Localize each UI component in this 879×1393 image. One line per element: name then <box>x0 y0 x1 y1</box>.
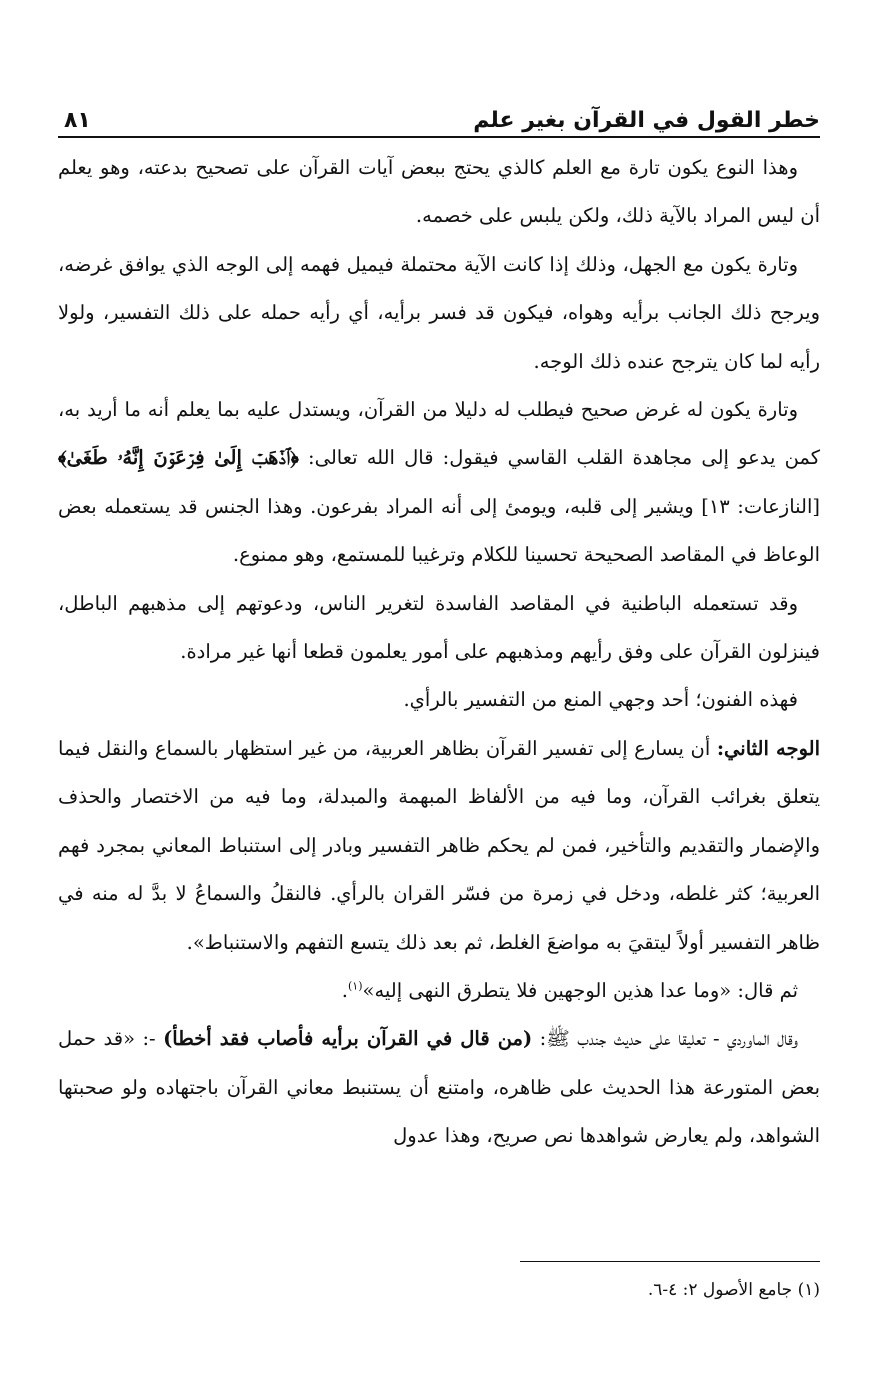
paragraph-text: [النازعات: ١٣] ويشير إلى قلبه، ويومئ إلى أنه المراد بفرعون. وهذا الجنس قد يستعمله بعض الوعاظ في المقاصد الصحيحة تحسينا للكلام وترغيبا للمستمع، وهو ممنوع. <box>58 494 820 567</box>
paragraph-text: -: «قد حمل بعض المتورعة هذا الحديث على ظاهره، وامتنع أن يستنبط معاني القرآن باجتهاده ولو صحبتها الشواهد، ولم يعارض شواهدها نص صريح، وهذا عدول <box>58 1027 820 1148</box>
header-title: خطر القول في القرآن بغير علم <box>473 108 820 133</box>
page <box>58 96 820 1356</box>
paragraph <box>58 1015 820 1160</box>
body-text <box>58 144 820 1161</box>
paragraph-text: وتارة يكون له غرض صحيح فيطلب له دليلا من القرآن، ويستدل عليه بما يعلم أنه ما أريد به، كمن يدعو إلى مجاهدة القلب القاسي فيقول: قال الله تعالى: <box>58 398 820 470</box>
paragraph: فهذه الفنون؛ أحد وجهي المنع من التفسير بالرأي. <box>403 688 798 712</box>
paragraph-end: . <box>341 978 348 1002</box>
footnote-divider <box>520 1261 820 1262</box>
hadith-quote: (من قال في القرآن برأيه فأصاب فقد أخطأ) <box>163 1027 533 1051</box>
section-lead: الوجه الثاني: <box>716 736 820 760</box>
paragraph: وقد تستعمله الباطنية في المقاصد الفاسدة لتغرير الناس، ودعوتهم إلى مذهبهم الباطل، فينزلون القرآن على وفق رأيهم ومذهبهم على أمور يعلمون قطعا أنها غير مرادة. <box>58 591 820 664</box>
footnote-reference[interactable]: (١) <box>348 979 363 993</box>
paragraph <box>58 967 820 1015</box>
running-header <box>58 96 820 138</box>
paragraph-text: أن يسارع إلى تفسير القرآن بظاهر العربية، من غير استظهار بالسماع والنقل فيما يتعلق بغرائب القرآن، وما فيه من الألفاظ المبهمة والمبدلة، وما فيه من الاختصار والحذف والإضمار والتقديم والتأخير، فمن لم يحكم ظاهر التفسير وبادر إلى استنباط المعاني بمجرد فهم العربية؛ كثر غلطه، ودخل في زمرة من فسّر القران بالرأي. فالنقلُ والسماعُ لا بدَّ له منه في ظاهر التفسير أولاً ليتقيَ به مواضعَ الغلط، ثم بعد ذلك يتسع التفهم والاستنباط». <box>58 736 820 954</box>
page-number: ٨١ <box>64 108 91 133</box>
paragraph <box>58 386 820 580</box>
paragraph <box>58 725 820 967</box>
quran-verse: ﴿ٱذۡهَبۡ إِلَىٰ فِرۡعَوۡنَ إِنَّهُۥ طَغَىٰ﴾ <box>58 446 299 470</box>
paragraph-text: ثم قال: «وما عدا هذين الوجهين فلا يتطرق النهى إليه» <box>362 978 798 1002</box>
footnotes <box>58 1276 820 1304</box>
paragraph-text: وقال الماوردي - تعليقا على حديث جندب ﷺ: <box>532 1027 798 1051</box>
paragraph: وهذا النوع يكون تارة مع العلم كالذي يحتج ببعض آيات القرآن على تصحيح بدعته، وهو يعلم أن ليس المراد بالآية ذلك، ولكن يلبس على خصمه. <box>58 156 820 228</box>
paragraph: وتارة يكون مع الجهل، وذلك إذا كانت الآية محتملة فيميل فهمه إلى الوجه الذي يوافق غرضه، ويرجح ذلك الجانب برأيه وهواه، فيكون قد فسر برأيه، أي رأيه حمله على ذلك التفسير، ولولا رأيه لما كان يترجح عنده ذلك الوجه. <box>58 252 820 373</box>
footnote: (١) جامع الأصول ٢: ٤-٦. <box>647 1280 820 1300</box>
